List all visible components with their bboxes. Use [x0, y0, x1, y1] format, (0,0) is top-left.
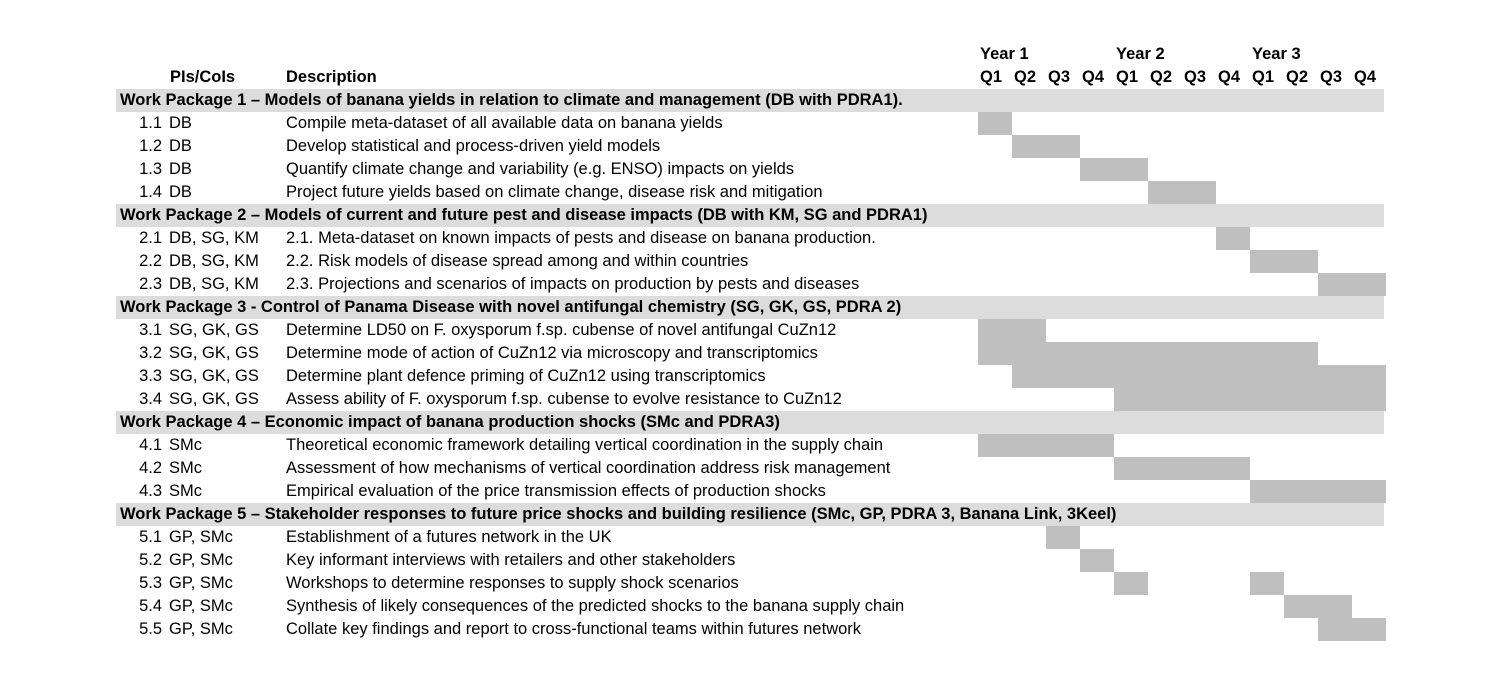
task-row	[116, 365, 1384, 388]
task-pis: DB, SG, KM	[169, 275, 259, 293]
task-number: 1.2	[139, 137, 162, 155]
work-package-row	[116, 503, 1384, 526]
task-description: Empirical evaluation of the price transmission effects of production shocks	[286, 482, 826, 500]
task-description: Compile meta-dataset of all available data on banana yields	[286, 114, 723, 132]
task-description: Key informant interviews with retailers and other stakeholders	[286, 551, 736, 569]
work-package-title: Work Package 2 – Models of current and future pest and disease impacts (DB with KM, SG and PDRA1)	[120, 206, 928, 224]
quarter-label: Q1	[980, 68, 1003, 86]
quarter-label: Q2	[1150, 68, 1173, 86]
task-number: 5.5	[139, 620, 162, 638]
quarter-label: Q1	[1252, 68, 1275, 86]
task-pis: DB, SG, KM	[169, 229, 259, 247]
task-pis: GP, SMc	[169, 574, 233, 592]
quarter-label: Q2	[1286, 68, 1309, 86]
gantt-bar	[978, 319, 1046, 342]
gantt-bar	[1080, 158, 1148, 181]
task-row	[116, 273, 1384, 296]
quarter-label: Q2	[1014, 68, 1037, 86]
work-package-row	[116, 411, 1384, 434]
task-description: 2.3. Projections and scenarios of impacts on production by pests and diseases	[286, 275, 860, 293]
quarter-label: Q1	[1116, 68, 1139, 86]
gantt-bar	[1080, 549, 1114, 572]
task-description: Workshops to determine responses to supply shock scenarios	[286, 574, 739, 592]
gantt-bar	[1318, 618, 1386, 641]
task-row	[116, 227, 1384, 250]
task-description: Assess ability of F. oxysporum f.sp. cubense to evolve resistance to CuZn12	[286, 390, 842, 408]
task-number: 2.3	[139, 275, 162, 293]
task-row	[116, 549, 1384, 572]
task-number: 3.2	[139, 344, 162, 362]
gantt-bar	[978, 112, 1012, 135]
task-pis: GP, SMc	[169, 597, 233, 615]
task-number: 5.2	[139, 551, 162, 569]
task-number: 5.4	[139, 597, 162, 615]
task-row	[116, 434, 1384, 457]
task-row	[116, 526, 1384, 549]
gantt-bar	[1114, 388, 1386, 411]
task-pis: GP, SMc	[169, 528, 233, 546]
work-package-row	[116, 296, 1384, 319]
quarter-label: Q4	[1082, 68, 1105, 86]
task-pis: SMc	[169, 482, 202, 500]
task-description: Collate key findings and report to cross-functional teams within futures network	[286, 620, 862, 638]
task-row	[116, 388, 1384, 411]
work-package-row	[116, 89, 1384, 112]
task-row	[116, 250, 1384, 273]
task-pis: SG, GK, GS	[169, 390, 259, 408]
task-number: 4.1	[139, 436, 162, 454]
gantt-bar	[1250, 480, 1386, 503]
quarter-label: Q3	[1184, 68, 1207, 86]
gantt-bar	[1250, 250, 1318, 273]
task-description: 2.1. Meta-dataset on known impacts of pests and disease on banana production.	[286, 229, 876, 247]
task-pis: SMc	[169, 459, 202, 477]
year-label: Year 1	[980, 45, 1029, 63]
work-package-title: Work Package 1 – Models of banana yields in relation to climate and management (DB with PDRA1).	[120, 91, 903, 109]
task-row	[116, 457, 1384, 480]
gantt-bar	[1114, 457, 1250, 480]
task-pis: SG, GK, GS	[169, 321, 259, 339]
task-number: 1.3	[139, 160, 162, 178]
task-pis: DB	[169, 183, 192, 201]
year-label: Year 2	[1116, 45, 1165, 63]
task-description: Determine LD50 on F. oxysporum f.sp. cubense of novel antifungal CuZn12	[286, 321, 837, 339]
gantt-bar	[978, 342, 1318, 365]
task-number: 3.3	[139, 367, 162, 385]
task-number: 1.1	[139, 114, 162, 132]
quarter-label: Q4	[1354, 68, 1377, 86]
task-description: Assessment of how mechanisms of vertical coordination address risk management	[286, 459, 891, 477]
task-description: Synthesis of likely consequences of the predicted shocks to the banana supply chain	[286, 597, 905, 615]
task-pis: DB	[169, 114, 192, 132]
work-package-title: Work Package 5 – Stakeholder responses to future price shocks and building resilience (SMc, GP, PDRA 3, Banana Link, 3Keel)	[120, 505, 1117, 523]
quarter-label: Q3	[1320, 68, 1343, 86]
task-pis: SG, GK, GS	[169, 367, 259, 385]
task-row	[116, 319, 1384, 342]
task-pis: DB, SG, KM	[169, 252, 259, 270]
task-number: 1.4	[139, 183, 162, 201]
task-description: Determine plant defence priming of CuZn12 using transcriptomics	[286, 367, 766, 385]
task-description: Determine mode of action of CuZn12 via microscopy and transcriptomics	[286, 344, 818, 362]
work-package-row	[116, 204, 1384, 227]
task-description: 2.2. Risk models of disease spread among and within countries	[286, 252, 749, 270]
task-pis: GP, SMc	[169, 620, 233, 638]
task-number: 3.4	[139, 390, 162, 408]
task-pis: SG, GK, GS	[169, 344, 259, 362]
task-number: 3.1	[139, 321, 162, 339]
gantt-bar	[1046, 526, 1080, 549]
gantt-bar	[978, 434, 1114, 457]
task-number: 5.3	[139, 574, 162, 592]
task-row	[116, 342, 1384, 365]
task-description: Establishment of a futures network in the UK	[286, 528, 612, 546]
task-number: 4.2	[139, 459, 162, 477]
gantt-bar	[1012, 135, 1080, 158]
gantt-bar	[1012, 365, 1386, 388]
description-column-header: Description	[286, 68, 377, 86]
task-row	[116, 181, 1384, 204]
year-label: Year 3	[1252, 45, 1301, 63]
quarter-label: Q3	[1048, 68, 1071, 86]
gantt-bar	[1250, 572, 1284, 595]
pis-column-header: PIs/CoIs	[170, 68, 236, 86]
task-row	[116, 158, 1384, 181]
task-number: 5.1	[139, 528, 162, 546]
task-row	[116, 618, 1384, 641]
task-pis: DB	[169, 160, 192, 178]
gantt-bar	[1216, 227, 1250, 250]
gantt-bar	[1148, 181, 1216, 204]
work-package-title: Work Package 3 - Control of Panama Disease with novel antifungal chemistry (SG, GK, GS, PDRA 2)	[120, 298, 902, 316]
work-package-title: Work Package 4 – Economic impact of banana production shocks (SMc and PDRA3)	[120, 413, 780, 431]
task-description: Theoretical economic framework detailing vertical coordination in the supply chain	[286, 436, 884, 454]
task-row	[116, 480, 1384, 503]
task-row	[116, 595, 1384, 618]
task-description: Quantify climate change and variability (e.g. ENSO) impacts on yields	[286, 160, 795, 178]
task-pis: DB	[169, 137, 192, 155]
task-number: 2.2	[139, 252, 162, 270]
gantt-bar	[1284, 595, 1352, 618]
task-number: 2.1	[139, 229, 162, 247]
task-description: Project future yields based on climate change, disease risk and mitigation	[286, 183, 823, 201]
task-pis: SMc	[169, 436, 202, 454]
task-row	[116, 572, 1384, 595]
gantt-bar	[1318, 273, 1386, 296]
task-row	[116, 112, 1384, 135]
task-row	[116, 135, 1384, 158]
gantt-bar	[1114, 572, 1148, 595]
task-description: Develop statistical and process-driven yield models	[286, 137, 661, 155]
task-pis: GP, SMc	[169, 551, 233, 569]
task-number: 4.3	[139, 482, 162, 500]
quarter-label: Q4	[1218, 68, 1241, 86]
